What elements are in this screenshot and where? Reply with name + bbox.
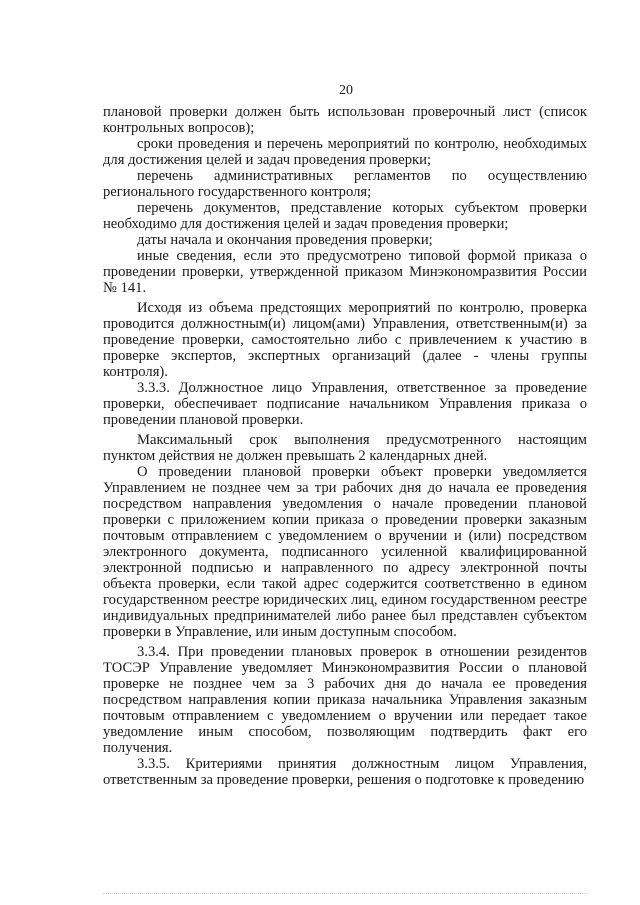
paragraph: 3.3.4. При проведении плановых проверок в отношении резидентов ТОСЭР Управление уведомляет Минэкономразвития России о плановой проверке не позднее чем за 3 рабочих дня до начала ее проведения посредством направления копии приказа начальника Управления заказным почтовым отправлением с уведомлением о вручении или передает такое уведомление иным способом, позволяющим подтвердить факт его получения. <box>103 644 587 756</box>
paragraph: Исходя из объема предстоящих мероприятий по контролю, проверка проводится должностным(и) лицом(ами) Управления, ответственным(и) за проведение проверки, самостоятельно либо с привлечением к участию в проверке экспертов, экспертных организаций (далее - члены группы контроля). <box>103 300 587 380</box>
page-number: 20 <box>339 83 353 98</box>
paragraph: О проведении плановой проверки объект проверки уведомляется Управлением не позднее чем за три рабочих дня до начала ее проведения посредством направления уведомления о начале проведении плановой проверки с приложением копии приказа о проведении проверки заказным почтовым отправлением с уведомлением о вручении и (или) посредством электронного документа, подписанного усиленной квалифицированной электронной подписью и направленного по адресу электронной почты объекта проверки, если такой адрес содержится соответственно в едином государственном реестре юридических лиц, едином государственном реестре индивидуальных предпринимателей либо ранее был представлен субъектом проверки в Управление, или иным доступным способом. <box>103 464 587 640</box>
paragraph: иные сведения, если это предусмотрено типовой формой приказа о проведении проверки, утвержденной приказом Минэкономразвития России № 141. <box>103 248 587 296</box>
paragraph: сроки проведения и перечень мероприятий по контролю, необходимых для достижения целей и задач проведения проверки; <box>103 136 587 168</box>
paragraph: плановой проверки должен быть использован проверочный лист (список контрольных вопросов); <box>103 104 587 136</box>
paragraph: перечень административных регламентов по осуществлению регионального государственного контроля; <box>103 168 587 200</box>
paragraph: 3.3.3. Должностное лицо Управления, ответственное за проведение проверки, обеспечивает подписание начальником Управления приказа о проведении плановой проверки. <box>103 380 587 428</box>
paragraph: 3.3.5. Критериями принятия должностным лицом Управления, ответственным за проведение проверки, решения о подготовке к проведению <box>103 756 587 788</box>
paragraph: перечень документов, представление которых субъектом проверки необходимо для достижения целей и задач проведения проверки; <box>103 200 587 232</box>
document-body <box>103 104 587 788</box>
scan-artifact <box>103 893 587 896</box>
paragraph: Максимальный срок выполнения предусмотренного настоящим пунктом действия не должен превышать 2 календарных дней. <box>103 432 587 464</box>
paragraph: даты начала и окончания проведения проверки; <box>137 232 433 248</box>
